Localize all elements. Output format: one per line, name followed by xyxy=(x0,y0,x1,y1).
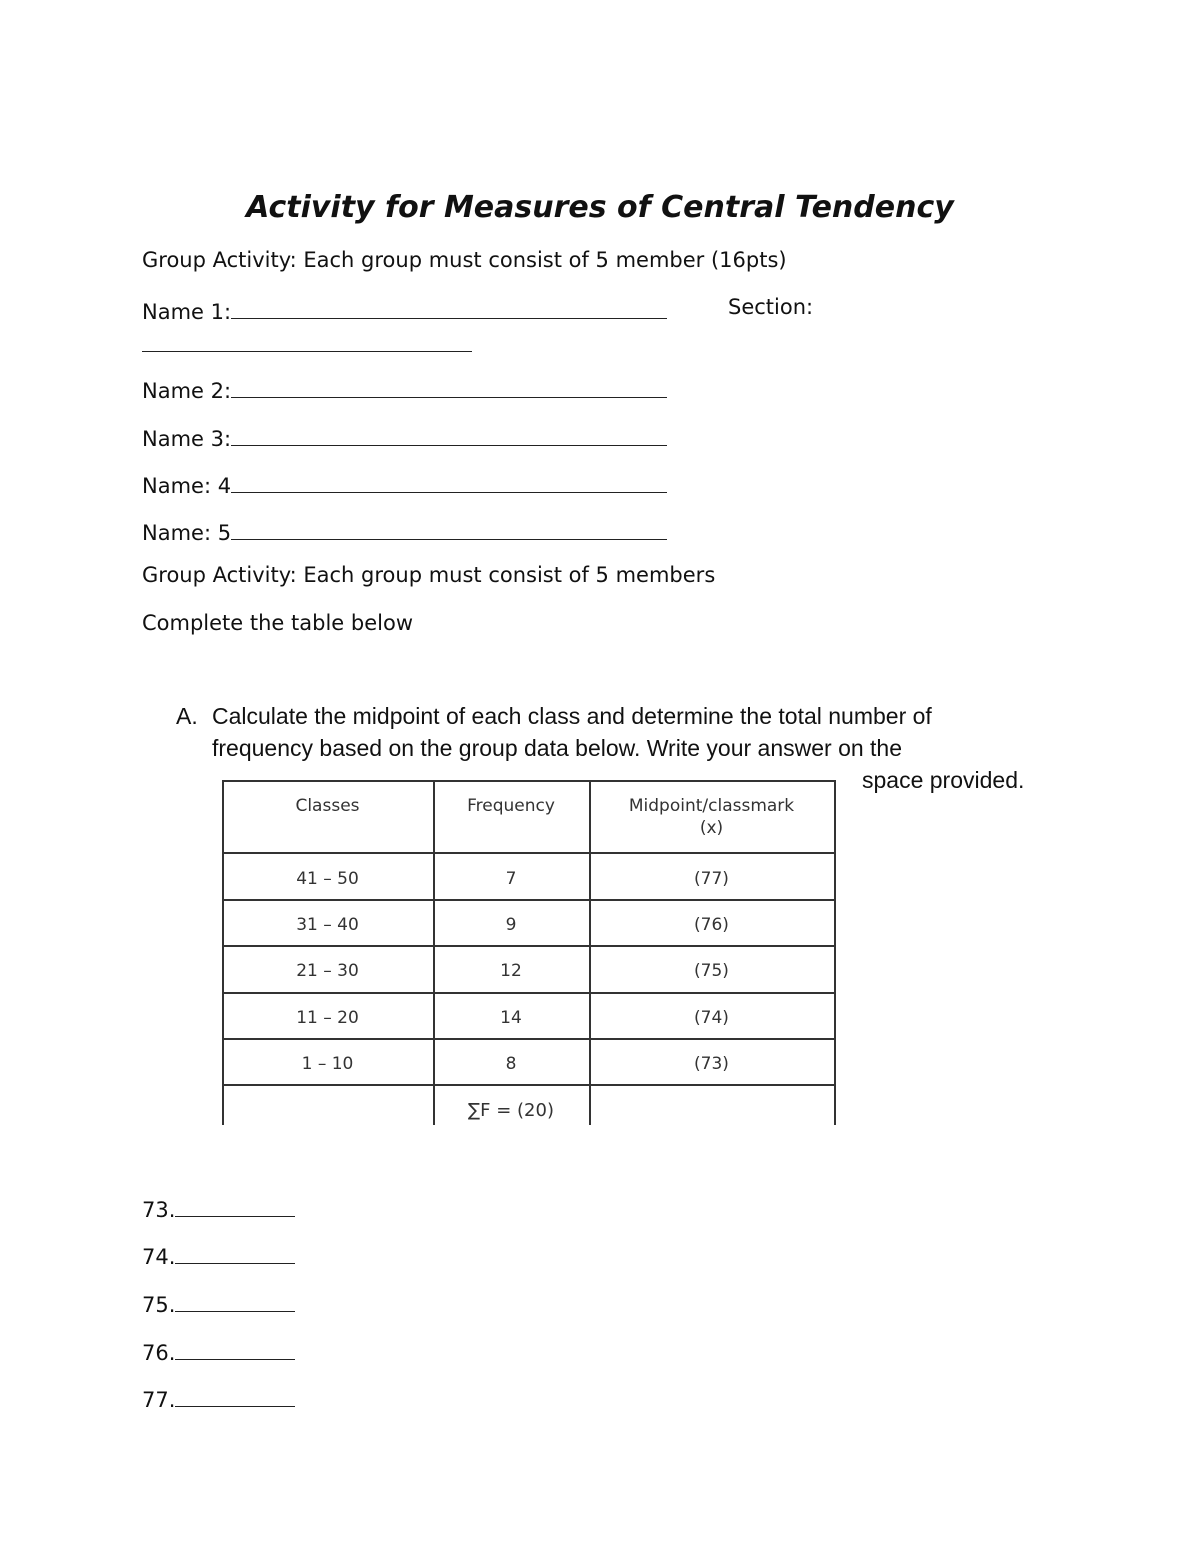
class-cell: 21 – 30 xyxy=(296,961,359,981)
instruction-line: Calculate the midpoint of each class and determine the total number of xyxy=(212,703,932,729)
frequency-cell: 7 xyxy=(505,869,517,889)
class-cell: 1 – 10 xyxy=(301,1054,354,1074)
section-label: Section: xyxy=(728,295,814,319)
answer-label: 76. xyxy=(142,1341,176,1365)
name-4-field[interactable] xyxy=(142,471,667,497)
instruction-marker: A. xyxy=(176,703,198,729)
class-cell: 11 – 20 xyxy=(296,1008,359,1028)
header-midpoint-symbol: (x) xyxy=(699,818,724,839)
midpoint-cell: (74) xyxy=(694,1008,729,1028)
answer-label: 73. xyxy=(142,1198,176,1222)
section-blank-line[interactable] xyxy=(142,351,472,352)
instruction-line: space provided. xyxy=(862,767,1025,793)
frequency-total: ∑F = (20) xyxy=(468,1100,554,1121)
answer-75[interactable] xyxy=(142,1290,295,1316)
class-cell: 31 – 40 xyxy=(296,915,359,935)
group-activity-heading: Group Activity: Each group must consist of 5 member (16pts) xyxy=(142,248,787,272)
answer-77[interactable] xyxy=(142,1385,295,1411)
header-midpoint-text: Midpoint/classmark xyxy=(628,796,795,816)
name-label: Name: 5 xyxy=(142,521,232,545)
frequency-cell: 14 xyxy=(500,1008,522,1028)
name-2-field[interactable] xyxy=(142,376,667,402)
midpoint-cell: (76) xyxy=(694,915,729,935)
name-5-field[interactable] xyxy=(142,518,667,544)
frequency-table xyxy=(222,780,836,1125)
header-frequency: Frequency xyxy=(467,796,555,816)
header-midpoint xyxy=(589,795,834,839)
midpoint-cell: (75) xyxy=(694,961,729,981)
name-label: Name 3: xyxy=(142,427,232,451)
page-title: Activity for Measures of Central Tendency xyxy=(246,190,954,225)
name-label: Name 2: xyxy=(142,379,232,403)
answer-76[interactable] xyxy=(142,1338,295,1364)
name-1-field[interactable] xyxy=(142,297,667,323)
frequency-cell: 9 xyxy=(505,915,517,935)
name-label: Name: 4 xyxy=(142,474,232,498)
answer-label: 74. xyxy=(142,1245,176,1269)
complete-table-text: Complete the table below xyxy=(142,611,413,635)
answer-74[interactable] xyxy=(142,1242,295,1268)
group-activity-note: Group Activity: Each group must consist of 5 members xyxy=(142,563,716,587)
answer-label: 77. xyxy=(142,1388,176,1412)
midpoint-cell: (73) xyxy=(694,1054,729,1074)
class-cell: 41 – 50 xyxy=(296,869,359,889)
midpoint-cell: (77) xyxy=(694,869,729,889)
answer-73[interactable] xyxy=(142,1195,295,1221)
header-classes: Classes xyxy=(295,796,360,816)
frequency-cell: 8 xyxy=(505,1054,517,1074)
name-label: Name 1: xyxy=(142,300,232,324)
frequency-cell: 12 xyxy=(500,961,522,981)
instruction-line: frequency based on the group data below. Write your answer on the xyxy=(212,735,903,761)
answer-label: 75. xyxy=(142,1293,176,1317)
name-3-field[interactable] xyxy=(142,424,667,450)
